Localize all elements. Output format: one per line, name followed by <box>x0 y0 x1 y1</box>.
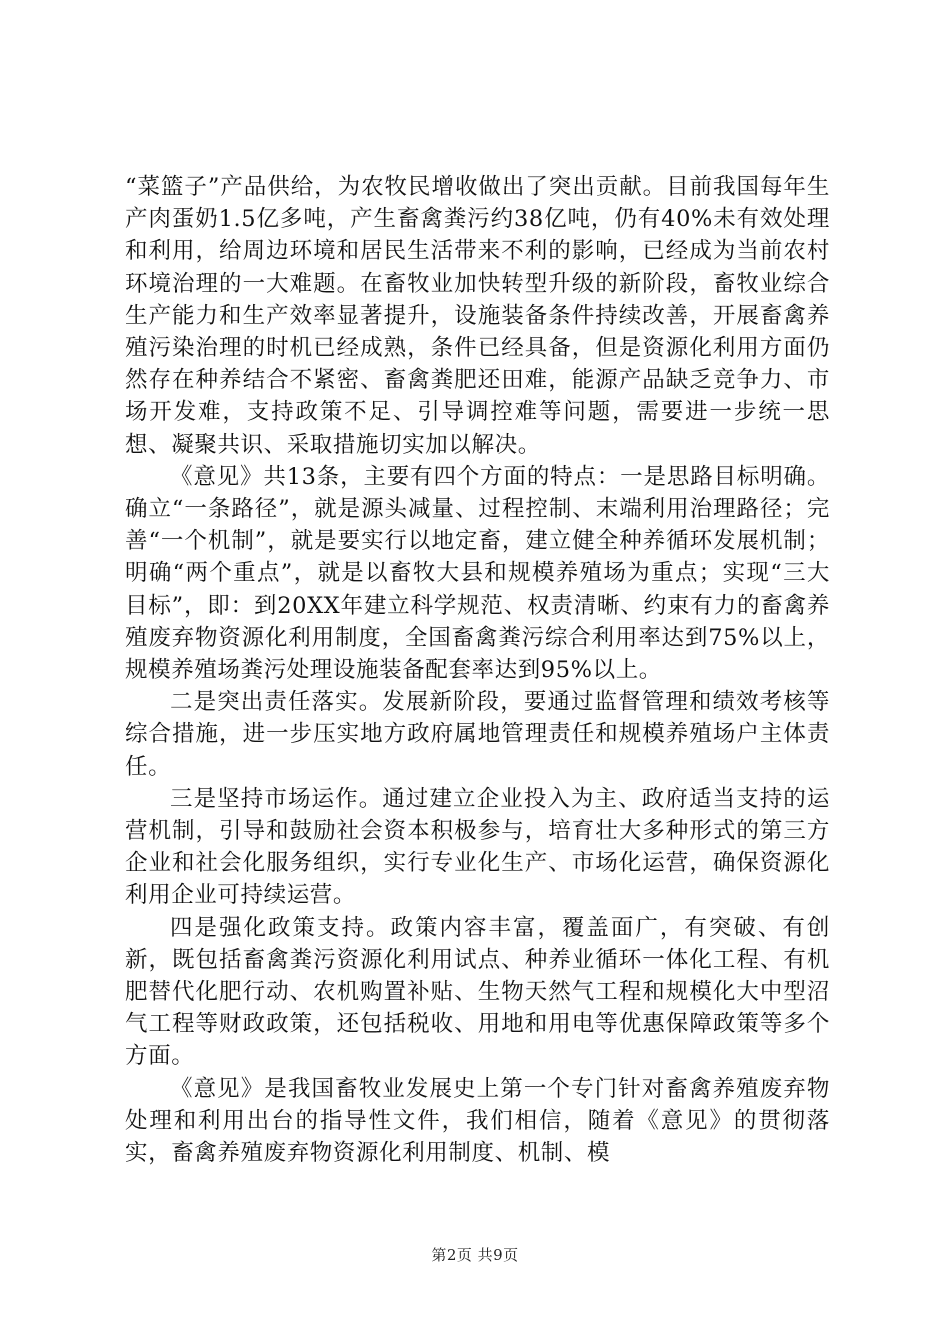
paragraph-5: 四是强化政策支持。政策内容丰富，覆盖面广，有突破、有创新，既包括畜禽粪污资源化利用试点、种养业循环一体化工程、有机肥替代化肥行动、农机购置补贴、生物天然气工程和规模化大中型沼气工程等财政政策，还包括税收、用地和用电等优惠保障政策等多个方面。 <box>125 914 830 1070</box>
paragraph-3: 二是突出责任落实。发展新阶段，要通过监督管理和绩效考核等综合措施，进一步压实地方政府属地管理责任和规模养殖场户主体责任。 <box>125 689 830 780</box>
document-body <box>125 171 830 1169</box>
paragraph-1: “菜篮子”产品供给，为农牧民增收做出了突出贡献。目前我国每年生产肉蛋奶1.5亿多吨，产生畜禽粪污约38亿吨，仍有40%未有效处理和利用，给周边环境和居民生活带来不利的影响，已经成为当前农村环境治理的一大难题。在畜牧业加快转型升级的新阶段，畜牧业综合生产能力和生产效率显著提升，设施装备条件持续改善，开展畜禽养殖污染治理的时机已经成熟，条件已经具备，但是资源化利用方面仍然存在种养结合不紧密、畜禽粪肥还田难，能源产品缺乏竞争力、市场开发难，支持政策不足、引导调控难等问题，需要进一步统一思想、凝聚共识、采取措施切实加以解决。 <box>125 174 830 458</box>
page-number-footer: 第2页 共9页 <box>431 1246 519 1264</box>
paragraph-4: 三是坚持市场运作。通过建立企业投入为主、政府适当支持的运营机制，引导和鼓励社会资本积极参与，培育壮大多种形式的第三方企业和社会化服务组织，实行专业化生产、市场化运营，确保资源化利用企业可持续运营。 <box>125 785 830 909</box>
paragraph-2: 《意见》共13条，主要有四个方面的特点：一是思路目标明确。确立“一条路径”，就是源头减量、过程控制、末端利用治理路径；完善“一个机制”，就是要实行以地定畜，建立健全种养循环发展机制；明确“两个重点”，就是以畜牧大县和规模养殖场为重点；实现“三大目标”，即：到20XX年建立科学规范、权责清晰、约束有力的畜禽养殖废弃物资源化利用制度，全国畜禽粪污综合利用率达到75%以上，规模养殖场粪污处理设施装备配套率达到95%以上。 <box>125 463 830 684</box>
paragraph-6: 《意见》是我国畜牧业发展史上第一个专门针对畜禽养殖废弃物处理和利用出台的指导性文件，我们相信，随着《意见》的贯彻落实，畜禽养殖废弃物资源化利用制度、机制、模 <box>125 1075 830 1167</box>
